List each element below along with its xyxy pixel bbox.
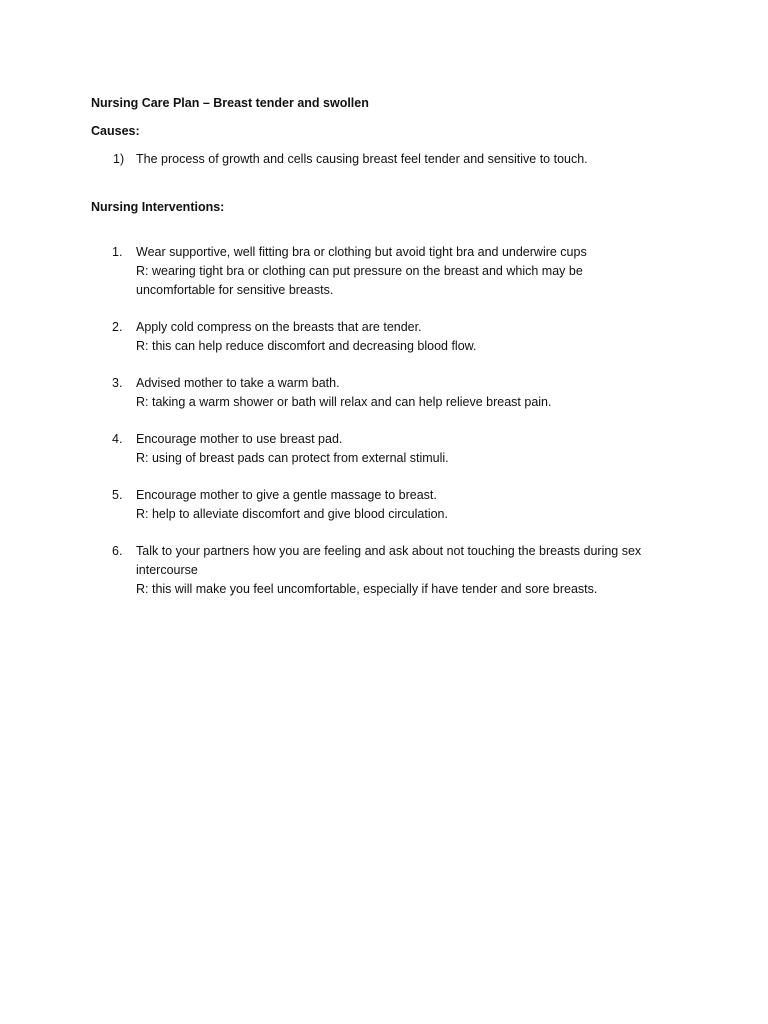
intervention-item-6 xyxy=(91,542,691,599)
document-content xyxy=(91,94,691,617)
interventions-list xyxy=(91,243,691,599)
intervention-text: Encourage mother to use breast pad. xyxy=(136,432,343,446)
causes-heading: Causes: xyxy=(91,124,140,138)
intervention-item-3 xyxy=(91,374,691,412)
cause-item xyxy=(91,150,691,169)
intervention-text: Encourage mother to give a gentle massage to breast. xyxy=(136,488,437,502)
intervention-rationale: R: taking a warm shower or bath will relax and can help relieve breast pain. xyxy=(136,395,552,409)
intervention-rationale: R: help to alleviate discomfort and give blood circulation. xyxy=(136,507,448,521)
intervention-text: Apply cold compress on the breasts that are tender. xyxy=(136,320,422,334)
intervention-body xyxy=(136,374,656,412)
intervention-item-5 xyxy=(91,486,691,524)
intervention-item-4 xyxy=(91,430,691,468)
cause-marker: 1) xyxy=(113,152,125,166)
intervention-body xyxy=(136,318,656,356)
intervention-rationale: R: this will make you feel uncomfortable, especially if have tender and sore breasts. xyxy=(136,582,598,596)
intervention-text: Talk to your partners how you are feeling and ask about not touching the breasts during sex intercourse xyxy=(136,544,642,577)
intervention-rationale: R: this can help reduce discomfort and decreasing blood flow. xyxy=(136,339,477,353)
intervention-marker: 3. xyxy=(112,376,123,390)
causes-list xyxy=(91,150,691,169)
intervention-rationale: R: wearing tight bra or clothing can put pressure on the breast and which may be uncomfortable for sensitive breasts. xyxy=(136,264,583,297)
intervention-marker: 6. xyxy=(112,544,123,558)
intervention-marker: 1. xyxy=(112,245,123,259)
intervention-body xyxy=(136,486,656,524)
interventions-heading: Nursing Interventions: xyxy=(91,200,225,214)
intervention-marker: 4. xyxy=(112,432,123,446)
intervention-body xyxy=(136,542,656,599)
document-title: Nursing Care Plan – Breast tender and swollen xyxy=(91,96,369,110)
intervention-body xyxy=(136,430,656,468)
intervention-marker: 2. xyxy=(112,320,123,334)
cause-text: The process of growth and cells causing breast feel tender and sensitive to touch. xyxy=(136,152,588,166)
intervention-item-2 xyxy=(91,318,691,356)
intervention-text: Advised mother to take a warm bath. xyxy=(136,376,340,390)
intervention-item-1 xyxy=(91,243,691,300)
intervention-marker: 5. xyxy=(112,488,123,502)
intervention-rationale: R: using of breast pads can protect from external stimuli. xyxy=(136,451,449,465)
intervention-body xyxy=(136,243,656,300)
intervention-text: Wear supportive, well fitting bra or clothing but avoid tight bra and underwire cups xyxy=(136,245,587,259)
